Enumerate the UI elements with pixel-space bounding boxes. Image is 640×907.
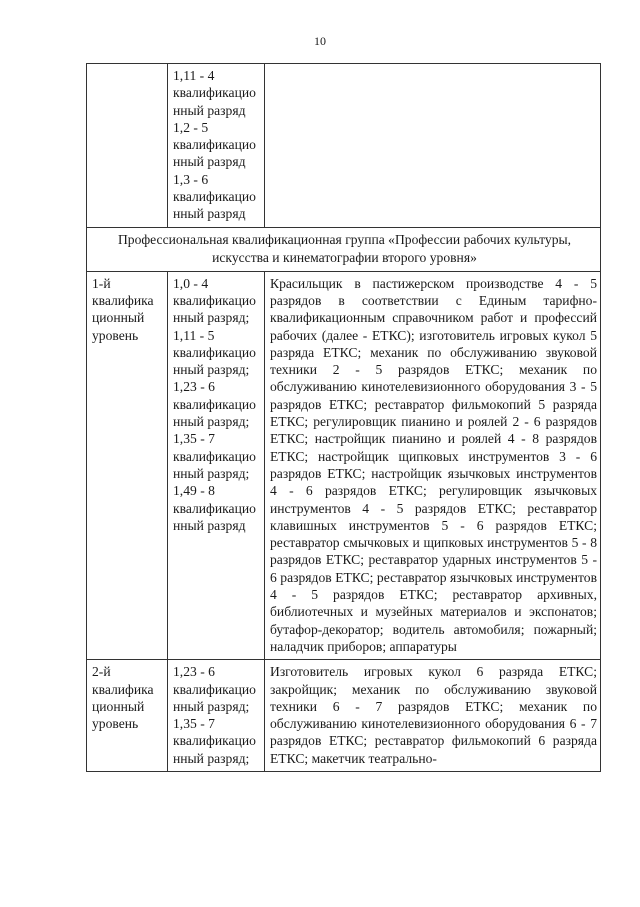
level-line: 1-й xyxy=(92,275,111,291)
level-line: ционный xyxy=(92,310,145,326)
professions-cell xyxy=(265,64,601,228)
level-line: уровень xyxy=(92,716,139,732)
coefficient-line: нный разряд xyxy=(173,517,246,533)
level-cell xyxy=(87,660,168,772)
coefficient-line: квалификацио xyxy=(173,85,256,101)
table-row xyxy=(87,660,601,772)
coefficient-line: 1,11 - 5 xyxy=(173,327,215,343)
coefficient-line: квалификацио xyxy=(173,733,256,749)
coefficient-line: 1,0 - 4 xyxy=(173,275,209,291)
coefficient-line: квалификацио xyxy=(173,500,256,516)
table-row xyxy=(87,64,601,228)
coefficient-cell xyxy=(168,660,265,772)
level-line: ционный xyxy=(92,698,145,714)
coefficient-line: 1,35 - 7 xyxy=(173,716,215,732)
coefficient-line: нный разряд; xyxy=(173,465,250,481)
level-line: уровень xyxy=(92,327,139,343)
table-row xyxy=(87,271,601,660)
coefficient-line: квалификацио xyxy=(173,292,256,308)
coefficient-line: 1,23 - 6 xyxy=(173,664,215,680)
coefficient-line: квалификацио xyxy=(173,396,256,412)
level-cell xyxy=(87,271,168,660)
coefficient-line: квалификацио xyxy=(173,189,256,205)
page-number: 10 xyxy=(314,34,326,48)
coefficient-line: 1,49 - 8 xyxy=(173,483,215,499)
coefficient-line: квалификацио xyxy=(173,137,256,153)
professions-cell: Изготовитель игровых кукол 6 разряда ЕТКС; закройщик; механик по обслуживанию звуковой техники 6 - 7 разрядов ЕТКС; механик по обслуживанию кинотелевизионного оборудования 6 - 7 разрядов ЕТКС; реставратор фильмокопий 6 разряда ЕТКС; макетчик театрально- xyxy=(265,660,601,772)
coefficient-line: нный разряд xyxy=(173,102,246,118)
coefficient-line: 1,3 - 6 xyxy=(173,171,209,187)
group-header-row xyxy=(87,227,601,271)
coefficient-line: нный разряд; xyxy=(173,414,250,430)
qualification-table xyxy=(86,63,601,772)
coefficient-line: 1,2 - 5 xyxy=(173,119,209,135)
coefficient-cell xyxy=(168,271,265,660)
level-line: 2-й xyxy=(92,664,111,680)
coefficient-line: нный разряд; xyxy=(173,698,250,714)
coefficient-cell xyxy=(168,64,265,228)
level-cell xyxy=(87,64,168,228)
level-line: квалифика xyxy=(92,292,154,308)
coefficient-line: нный разряд; xyxy=(173,310,250,326)
coefficient-line: нный разряд xyxy=(173,206,246,222)
coefficient-line: нный разряд; xyxy=(173,750,250,766)
coefficient-line: 1,11 - 4 xyxy=(173,68,215,83)
group-header: Профессиональная квалификационная группа «Профессии рабочих культуры, искусства и кинематографии второго уровня» xyxy=(87,227,601,271)
professions-cell: Красильщик в пастижерском производстве 4 - 5 разрядов в соответствии с Единым тарифно-квалификационным справочником работ и профессий рабочих (далее - ЕТКС); изготовитель игровых кукол 5 разряда ЕТКС; механик по обслуживанию звуковой техники 2 - 5 разрядов ЕТКС; механик по обслуживанию кинотелевизионного оборудования 3 - 5 разрядов ЕТКС; реставратор фильмокопий 5 разряда ЕТКС; регулировщик пианино и роялей 2 - 6 разрядов ЕТКС; настройщик пианино и роялей 4 - 8 разрядов ЕТКС; настройщик щипковых инструментов 3 - 6 разрядов ЕТКС; настройщик язычковых инструментов 4 - 6 разрядов ЕТКС; регулировщик язычковых инструментов 4 - 5 разрядов ЕТКС; реставратор клавишных инструментов 5 - 6 разрядов ЕТКС; реставратор смычковых и щипковых инструментов 5 - 8 разрядов ЕТКС; реставратор ударных инструментов 5 - 6 разрядов ЕТКС; реставратор язычковых инструментов 4 - 5 разрядов ЕТКС; реставратор архивных, библиотечных и музейных материалов и экспонатов; бутафор-декоратор; водитель автомобиля; пожарный; наладчик приборов; аппаратуры xyxy=(265,271,601,660)
coefficient-line: 1,35 - 7 xyxy=(173,431,215,447)
level-line: квалифика xyxy=(92,681,154,697)
coefficient-line: квалификацио xyxy=(173,448,256,464)
coefficient-line: 1,23 - 6 xyxy=(173,379,215,395)
coefficient-line: нный разряд; xyxy=(173,362,250,378)
coefficient-line: квалификацио xyxy=(173,681,256,697)
coefficient-line: квалификацио xyxy=(173,344,256,360)
coefficient-line: нный разряд xyxy=(173,154,246,170)
